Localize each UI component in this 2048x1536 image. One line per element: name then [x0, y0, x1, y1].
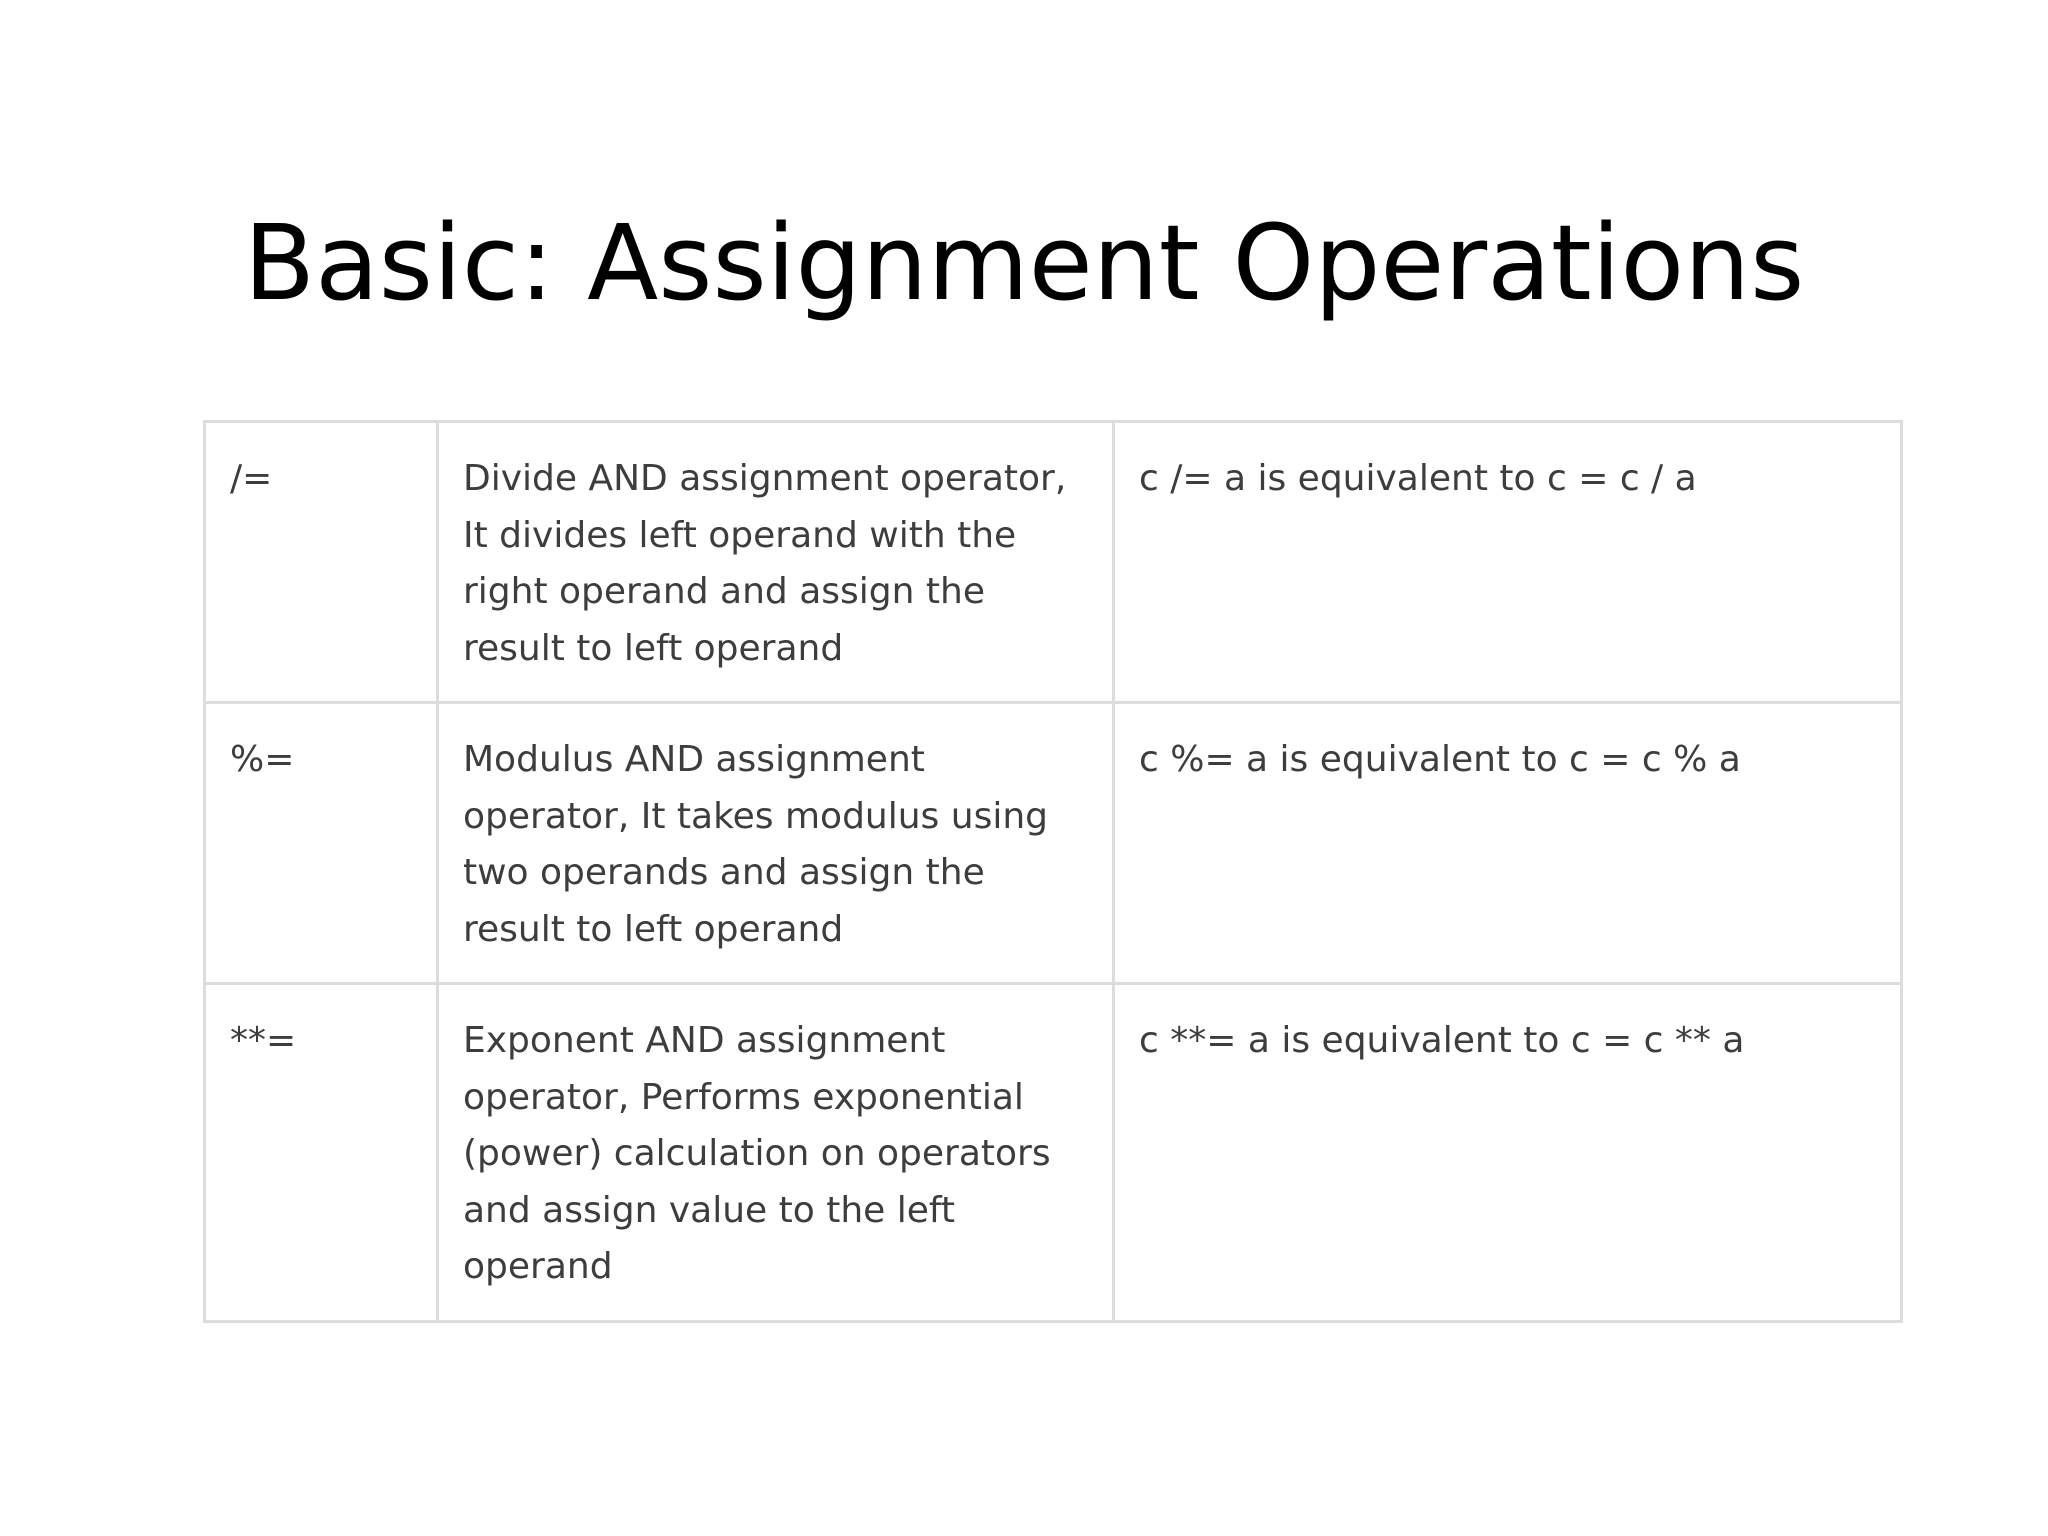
operator-symbol: %=	[230, 739, 295, 780]
table-row	[205, 422, 1902, 703]
operator-cell	[205, 984, 438, 1322]
operators-table	[203, 420, 1903, 1323]
table-row	[205, 984, 1902, 1322]
operator-example: c **= a is equivalent to c = c ** a	[1139, 1020, 1745, 1061]
operator-description: Exponent AND assignment operator, Performs exponential (power) calculation on operators and assign value to the left operand	[463, 1020, 1051, 1287]
table-row	[205, 703, 1902, 984]
operator-symbol: /=	[230, 458, 273, 499]
example-cell	[1114, 422, 1902, 703]
operator-example: c %= a is equivalent to c = c % a	[1139, 739, 1741, 780]
operator-example: c /= a is equivalent to c = c / a	[1139, 458, 1697, 499]
description-cell	[438, 422, 1114, 703]
operator-cell	[205, 703, 438, 984]
description-cell	[438, 703, 1114, 984]
description-cell	[438, 984, 1114, 1322]
operator-description: Modulus AND assignment operator, It takes modulus using two operands and assign the result to left operand	[463, 739, 1048, 950]
example-cell	[1114, 703, 1902, 984]
operator-symbol: **=	[230, 1020, 297, 1061]
slide-title: Basic: Assignment Operations	[243, 201, 1805, 324]
example-cell	[1114, 984, 1902, 1322]
operator-description: Divide AND assignment operator, It divides left operand with the right operand and assign the result to left operand	[463, 458, 1067, 669]
operator-cell	[205, 422, 438, 703]
